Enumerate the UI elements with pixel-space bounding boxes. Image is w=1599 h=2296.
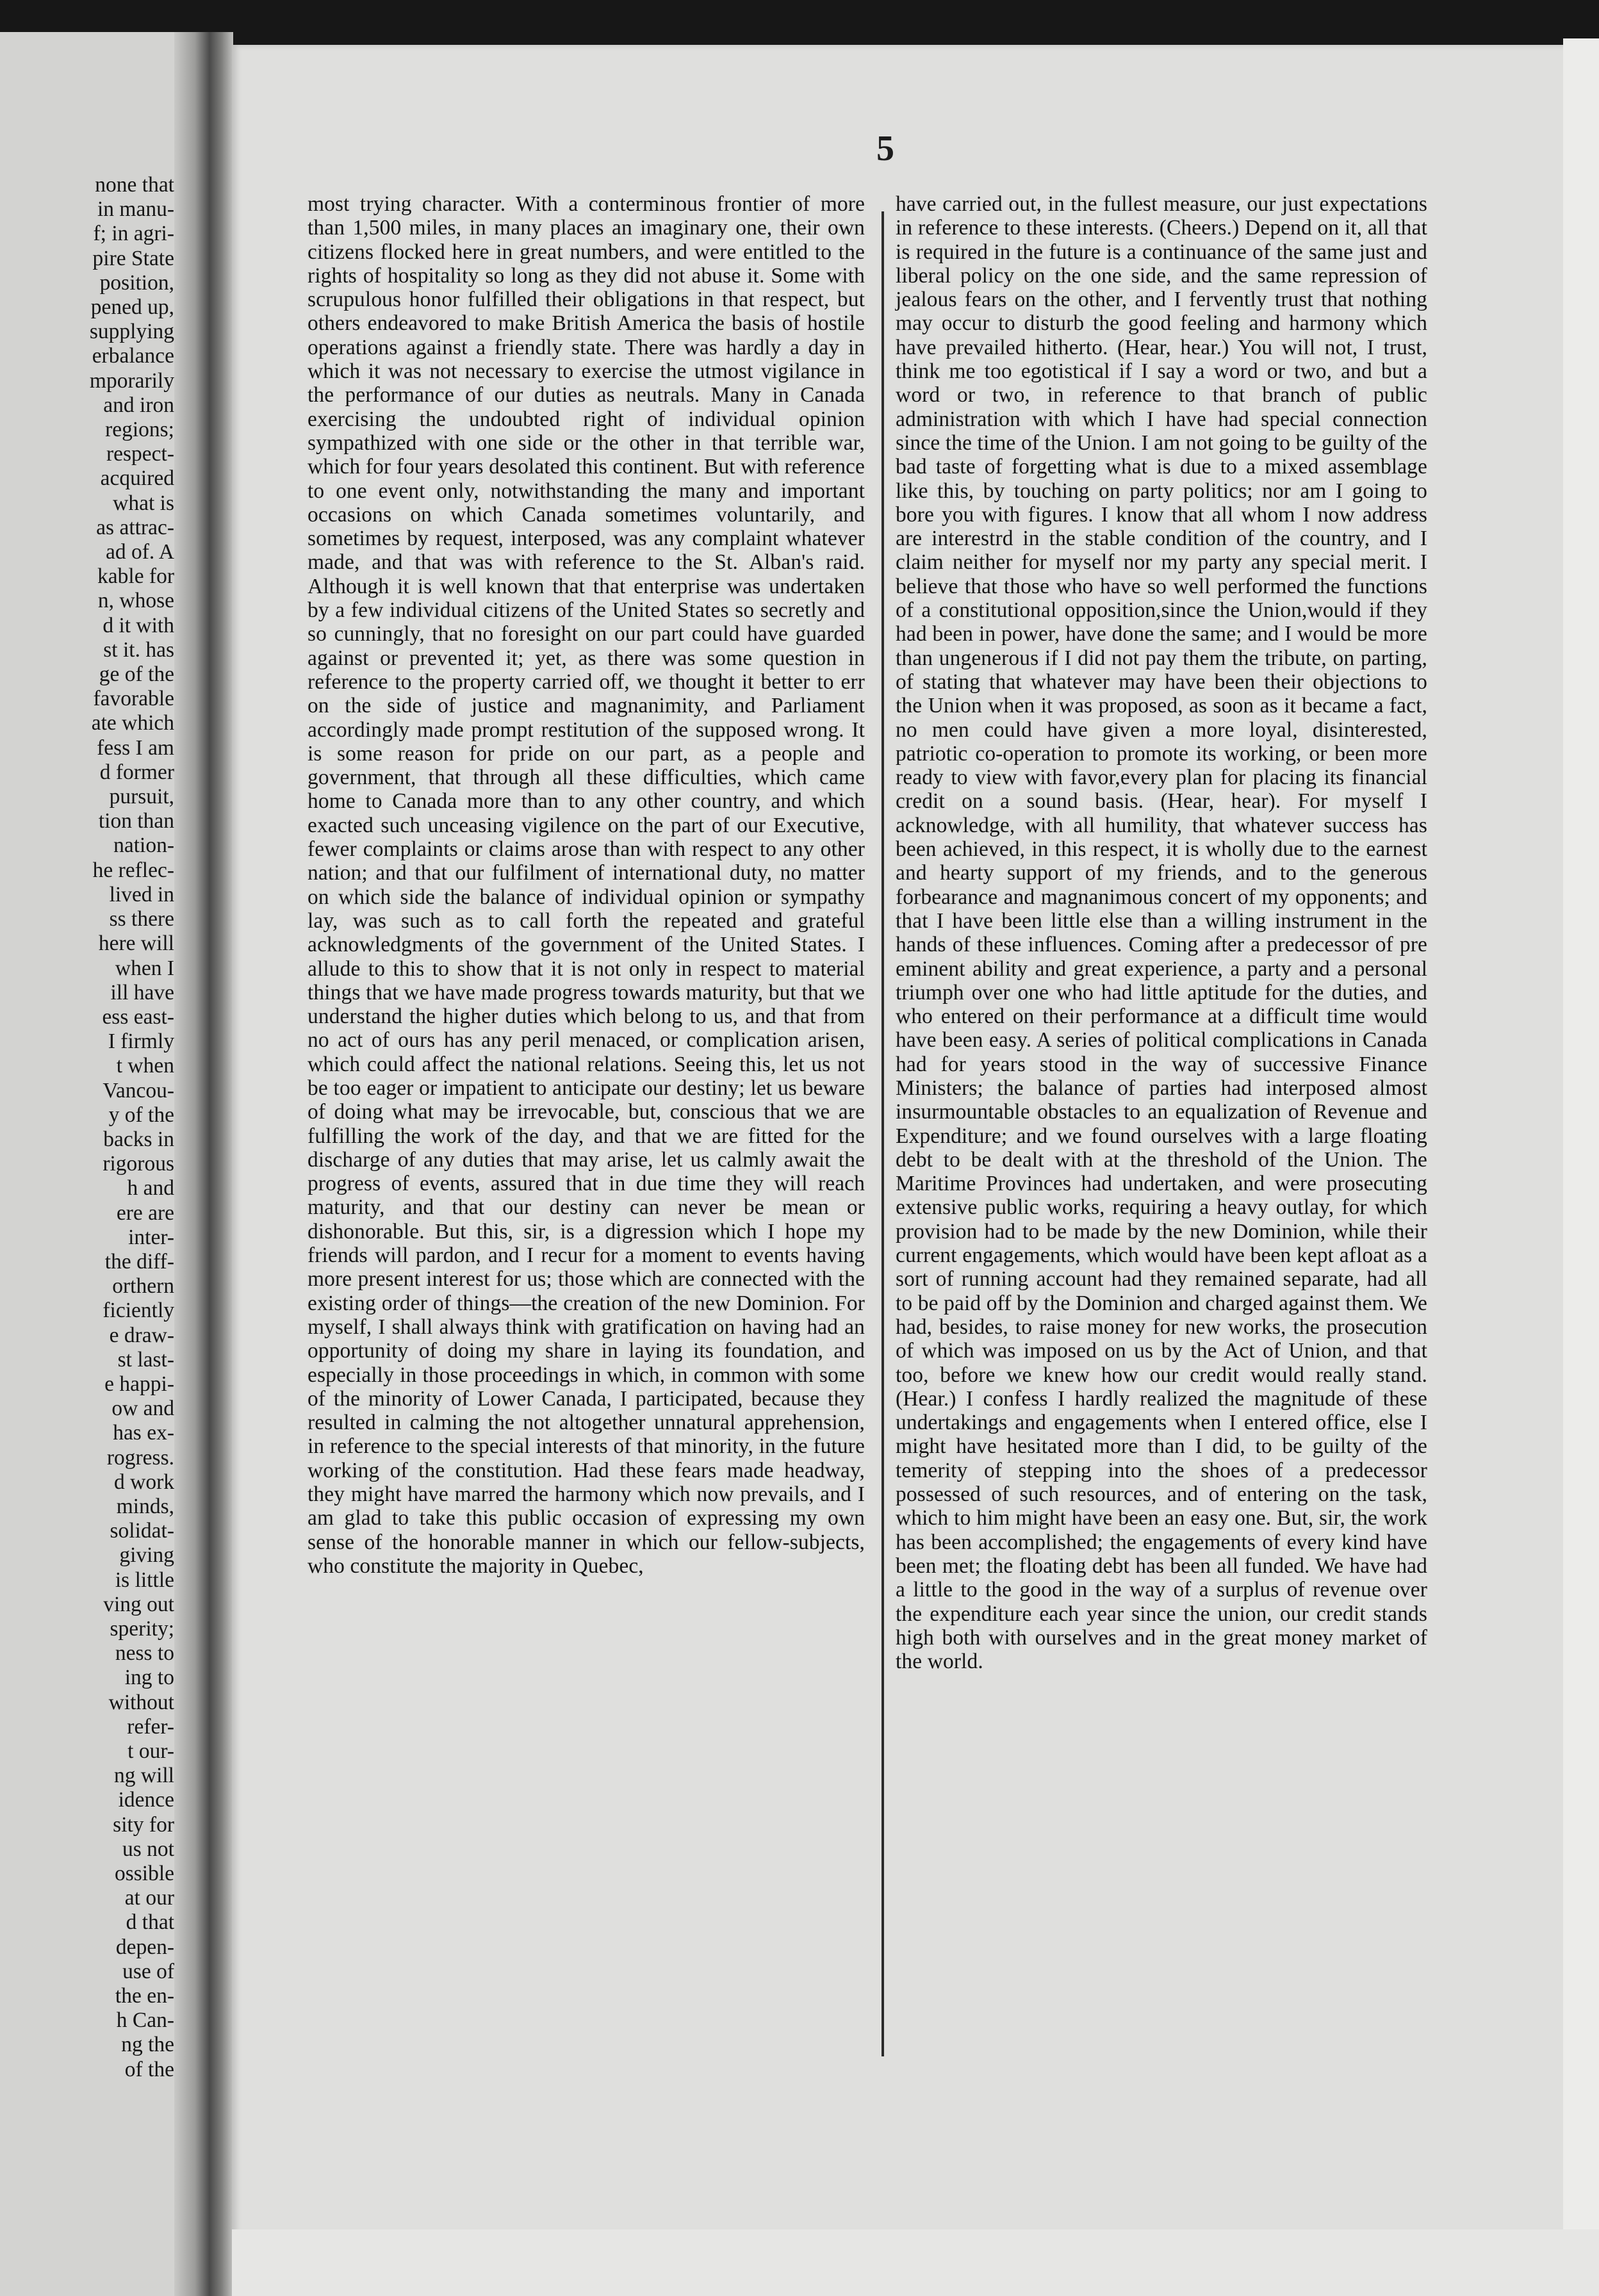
facing-page-line: position, [99,270,174,295]
facing-page-line: ing to [124,1666,174,1690]
scanner-background [0,0,1599,51]
facing-page-line: backs in [103,1127,174,1151]
right-column-paragraph: have carried out, in the fullest measure, our just expectations in reference to these interests. (Cheers.) Depend on it, all that is required in the future is a continuance of the same just and liberal policy on the one side, and the same repression of jealous fears on the other, and I fervently trust that nothing may occur to disturb the good feeling and harmony which have prevailed hitherto. (Hear, hear.) You will not, I trust, think me too egotistical if I say a word or two, and but a word or two, in reference to that branch of public administration with which I have had special connection since the time of the Union. I am not going to be guilty of the bad taste of forgetting what is due to a mixed assemblage like this, by touching on party politics; nor am I going to bore you with figures. I know that all whom I now address are interestrd in the stable condition of the country, and I claim neither for myself nor my party any special merit. I believe that those who have so well performed the functions of a constitutional opposition,since the Union,would if they had been in power, have done the same; and I would be more than ungenerous if I did not pay them the tribute, on parting, of stating that whatever may have been their objections to the Union when it was proposed, as soon as it became a fact, no men could have given a more loyal, disinterested, patriotic co-operation to promote its working, or been more ready to view with favor,every plan for placing its financial credit on a sound basis. (Hear, hear). For myself I acknowledge, with all humility, that whatever success has been achieved, in this respect, it is wholly due to the earnest and hearty support of my friends, and to the generous forbearance and magnanimous concert of my opponents; and that I have been little else than a willing instrument in the hands of these influences. Coming after a predecessor of pre eminent ability and great experience, a party and a personal triumph over one who had little aptitude for the duties, and who entered on their performance at a difficult time would have been easy. A series of political complications in Canada had for years stood in the way of successive Finance Ministers; the balance of parties had interposed almost insurmountable obstacles to an equalization of Revenue and Expenditure; and we found ourselves with a large floating debt to be dealt with at the threshold of the Union. The Maritime Provinces had undertaken, and were prosecuting extensive public works, requiring a heavy outlay, for which provision had to be made by the new Dominion, while their current engagements, which would have been kept afloat as a sort of running account had they remained separate, had all to be paid off by the Dominion and charged against them. We had, besides, to raise money for new works, the prosecution of which was imposed on us by the Act of Union, and that too, before we knew how our credit would really stand. (Hear.) I confess I hardly realized the magnitude of these undertakings and engagements when I entered office, else I might have hesitated more than I did, to be guilty of the temerity of stepping into the shoes of a predecessor possessed of such resources, and of entering on the task, which to him might have been an easy one. But, sir, the work has been accomplished; the engagements of every kind have been met; the floating debt has been all funded. We have had a little to the good in the way of a surplus of revenue over the expenditure each year since the union, our credit stands high both with ourselves and in the great money market of the world. [896,192,1427,1674]
column-divider [882,211,884,2056]
facing-page-line: ow and [111,1397,174,1421]
page-edge [1563,38,1599,2296]
facing-page-line: tion than [98,809,174,833]
facing-page-line: ad of. A [106,540,174,564]
facing-page-line: e draw- [109,1323,174,1347]
facing-page-line: favorable [93,687,174,711]
facing-page-line: depen- [115,1935,174,1959]
facing-page-line: pire State [92,246,174,270]
facing-page-line: idence [118,1788,174,1812]
facing-page-line: d work [114,1470,174,1494]
facing-page-line: pursuit, [109,785,174,809]
facing-page-line: fess I am [97,735,174,760]
facing-page-line: ate which [91,711,174,735]
facing-page-line: y of the [108,1103,174,1127]
facing-page-line: ss there [109,907,174,931]
facing-page-line: in manu- [97,197,174,222]
facing-page-line: supplying [89,320,174,344]
facing-page-line: respect- [106,442,174,466]
facing-page-line: d that [126,1910,174,1935]
facing-page-line: n, whose [97,589,174,613]
facing-page-line: e happi- [104,1372,174,1396]
facing-page-line: without [108,1690,174,1714]
facing-page-line: d former [99,760,174,784]
facing-page-line: sperity; [110,1616,174,1641]
facing-page-line: as attrac- [96,515,174,539]
facing-page-line: t our- [127,1739,174,1763]
facing-page-text [0,173,174,2081]
facing-page-line: erbalance [92,344,174,368]
facing-page-line: at our [124,1886,174,1910]
facing-page-line: us not [122,1837,174,1861]
text-column-right [896,192,1427,2037]
facing-page-line: t when [116,1054,174,1078]
page-number: 5 [876,129,894,168]
facing-page-line: pened up, [90,295,174,320]
facing-page-line: what is [113,491,174,515]
facing-page-line: refer- [127,1714,174,1739]
facing-page-line: solidat- [110,1519,174,1543]
facing-page-line: he reflec- [92,858,174,882]
facing-page-line: minds, [116,1494,174,1518]
facing-page-line: ng the [121,2033,174,2057]
page-bottom-edge [232,2229,1599,2296]
facing-page-line: and iron [103,393,174,417]
facing-page-line: ossible [114,1862,174,1886]
facing-page-line: the en- [115,1984,174,2008]
facing-page-line: ficiently [102,1299,174,1323]
facing-page-line: h and [127,1176,174,1201]
facing-page-line: is little [115,1568,174,1592]
left-column-paragraph: most trying character. With a conterminous frontier of more than 1,500 miles, in many places an imaginary one, their own citizens flocked here in great numbers, and were entitled to the rights of hospitality so long as they did not abuse it. Some with scrupulous honor fulfilled their obligations in that respect, but others endeavored to make British America the basis of hostile operations against a friendly state. There was hardly a day in which it was not necessary to exercise the utmost vigilance in the performance of our duties as neutrals. Many in Canada exercising the undoubted right of individual opinion sympathized with one side or the other in that terrible war, which for four years desolated this continent. But with reference to one event only, notwithstanding the many and important occasions on which Canada sometimes voluntarily, and sometimes by request, interposed, was any complaint whatever made, and that was with reference to the St. Alban's raid. Although it is well known that that enterprise was undertaken by a few individual citizens of the United States so secretly and so cunningly, that no foresight on our part could have guarded against or prevented it; yet, as there was some question in reference to the property carried off, we thought it better to err on the side of justice and magnanimity, and Parliament accordingly made prompt restitution of the supposed wrong. It is some reason for pride on our part, as a people and government, that through all these difficulties, which came home to Canada more than to any other country, and which exacted such unceasing vigilence on the part of our Executive, fewer complaints or claims arose than with respect to any other nation; and that our fulfilment of international duty, no matter on which side the balance of individual opinion or sympathy lay, was such as to call forth the repeated and grateful acknowledgments of the government of the United States. I allude to this to show that it is not only in respect to material things that we have made progress towards maturity, but that we understand the higher duties which belong to us, and that from no act of ours has any peril menaced, or complication arisen, which could affect the national relations. Seeing this, let us not be too eager or impatient to anticipate our destiny; let us beware of doing what may be irrevocable, but, conscious that we are fulfilling the work of the day, and that we are fitted for the discharge of any duties that may arise, let us calmly await the progress of events, assured that in due time they will reach maturity, and that our destiny can never be mean or dishonorable. But this, sir, is a digression which I hope my friends will pardon, and I recur for a moment to events having more present interest for us; those which are connected with the existing order of things—the creation of the new Dominion. For myself, I shall always think with gratification on having had an opportunity of doing my share in laying its foundation, and especially in those proceedings in which, in common with some of the minority of Lower Canada, I participated, because they resulted in calming the not altogether unnatural apprehension, in reference to the special interests of that minority, in the future working of the constitution. Had these fears made headway, they might have marred the harmony which now prevails, and I am glad to take this public occasion of expressing my own sense of the honorable manner in which our fellow-subjects, who constitute the majority in Quebec, [308,192,865,1578]
facing-page-line: d it with [102,613,174,637]
facing-page-line: nation- [113,833,174,858]
facing-page-line: ess east- [102,1004,174,1029]
facing-page-line: ving out [103,1592,174,1616]
book-gutter [174,32,233,2296]
facing-page-line: kable for [97,564,174,589]
facing-page-line: here will [98,931,174,956]
facing-page-line: Vancou- [102,1078,174,1103]
facing-page-line: acquired [100,466,174,491]
facing-page-line: h Can- [116,2008,174,2033]
facing-page-line: giving [119,1543,174,1568]
facing-page-line: ng will [114,1764,174,1788]
facing-page-line: the diff- [104,1249,174,1274]
text-column-left [308,192,865,2037]
facing-page-line: regions; [105,418,174,442]
facing-page-line: ere are [116,1201,174,1225]
facing-page-line: ill have [110,980,174,1004]
facing-page-line: sity for [113,1812,174,1837]
facing-page-line: rigorous [102,1152,174,1176]
facing-page-line: st it. has [103,637,174,662]
facing-page-line: I firmly [108,1029,174,1054]
facing-page-line: st last- [117,1347,174,1372]
facing-page-line: of the [124,2057,174,2081]
facing-page-line: when I [115,956,174,980]
facing-page-line: orthern [112,1274,174,1299]
facing-page-line: use of [122,1959,174,1983]
facing-page-line: lived in [109,882,174,906]
facing-page-line: none that [95,173,174,197]
facing-page-line: has ex- [113,1421,174,1445]
facing-page-line: rogress. [106,1445,174,1470]
facing-page-line: ge of the [99,662,174,687]
facing-page-line: mporarily [89,368,174,393]
facing-page-line: inter- [128,1225,174,1249]
facing-page-line: f; in agri- [93,222,174,246]
facing-page-line: ness to [115,1641,174,1666]
